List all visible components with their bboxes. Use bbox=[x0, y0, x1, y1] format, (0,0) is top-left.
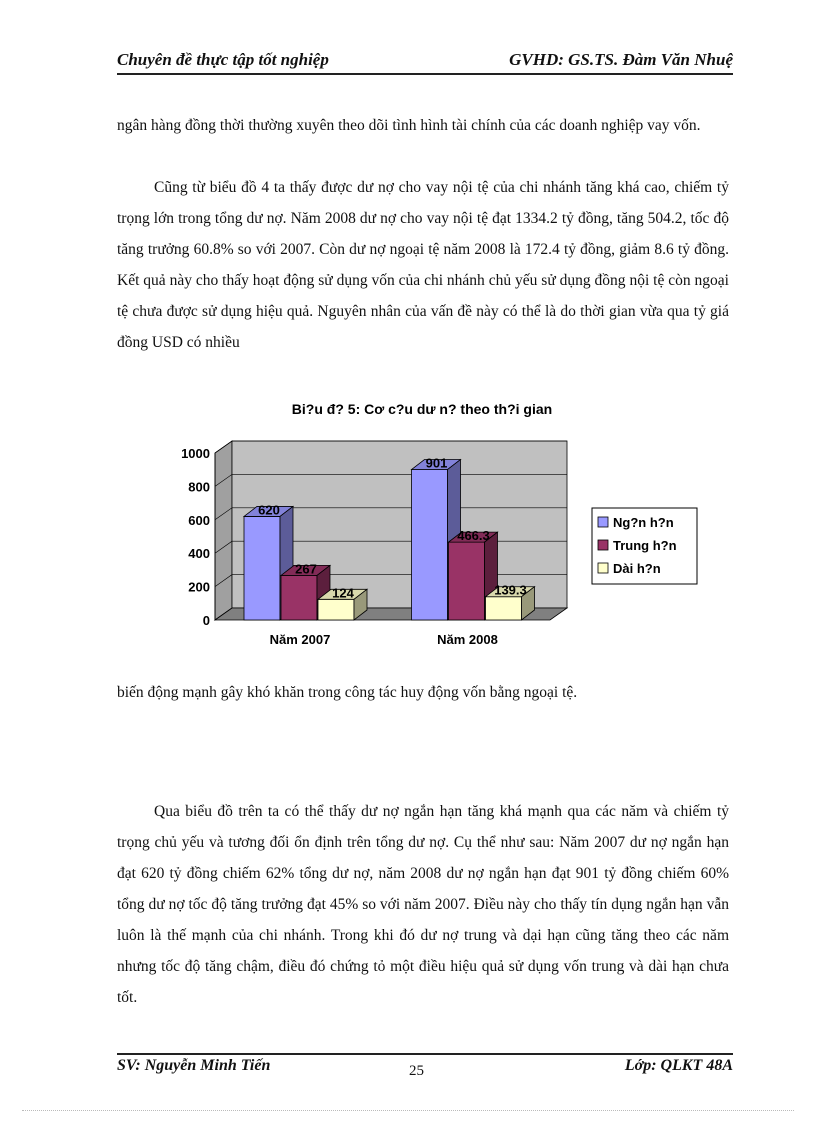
chart-legend-label: Dài h?n bbox=[613, 561, 661, 576]
chart-svg bbox=[160, 390, 720, 660]
header-title: Chuyên đề thực tập tốt nghiệp bbox=[117, 50, 329, 69]
paragraph-2: Cũng từ biểu đồ 4 ta thấy được dư nợ cho vay nội tệ của chi nhánh tăng khá cao, chiếm tỷ trọng lớn trong tổng dư nợ. Năm 2008 dư nợ cho vay nội tệ đạt 1334.2 tỷ đồng, tăng 504.2, tốc độ tăng trưởng 60.8% so với 2007. Còn dư nợ ngoại tệ năm 2008 là 172.4 tỷ đồng, giảm 8.6 tỷ đồng. Kết quả này cho thấy hoạt động sử dụng vốn của chi nhánh chủ yếu sử dụng đồng nội tệ còn ngoại tệ chưa được sử dụng hiệu quả. Nguyên nhân của vấn đề này có thể là do thời gian vừa qua tỷ giá đồng USD có nhiều bbox=[117, 179, 729, 351]
paragraph-4: Qua biểu đồ trên ta có thể thấy dư nợ ngắn hạn tăng khá mạnh qua các năm và chiếm tỷ trọng chủ yếu và tương đối ổn định trên tổng dư nợ. Cụ thể như sau: Năm 2007 dư nợ ngắn hạn đạt 620 tỷ đồng chiếm 62% tổng dư nợ, năm 2008 dư nợ ngắn hạn đạt 901 tỷ đồng chiếm 60% tổng dư nợ tốc độ tăng trưởng đạt 45% so với năm 2007. Điều này cho thấy tín dụng ngắn hạn vẫn luôn là thế mạnh của chi nhánh. Trong khi đó dư nợ trung và dại hạn cũng tăng theo các năm nhưng tốc độ tăng chậm, điều đó chứng tỏ một điều hiệu quả sử dụng vốn trung và dài hạn chưa tốt. bbox=[117, 803, 729, 1006]
paragraph-3: biến động mạnh gây khó khăn trong công tác huy động vốn bằng ngoại tệ. bbox=[117, 684, 578, 701]
chart-data-label: 901 bbox=[425, 455, 448, 471]
chart-bar bbox=[449, 542, 485, 620]
chart-legend-label: Trung h?n bbox=[613, 538, 677, 553]
chart-data-label: 139.3 bbox=[494, 582, 527, 598]
chart-legend-swatch bbox=[598, 540, 608, 550]
chart-bar bbox=[281, 575, 317, 620]
header-rule bbox=[117, 73, 733, 75]
chart-ytick-label: 0 bbox=[202, 613, 210, 628]
chart-data-label: 466.3 bbox=[457, 528, 490, 544]
chart-legend-label: Ng?n h?n bbox=[613, 515, 674, 530]
paragraph-1: ngân hàng đồng thời thường xuyên theo dõi tình hình tài chính của các doanh nghiệp vay vốn. bbox=[117, 117, 701, 134]
chart-bar bbox=[318, 599, 354, 620]
chart-ytick-label: 600 bbox=[188, 512, 210, 528]
chart-data-label: 620 bbox=[258, 502, 280, 518]
footer-rule bbox=[117, 1053, 733, 1055]
chart-legend-swatch bbox=[598, 563, 608, 573]
footer-class: Lớp: QLKT 48A bbox=[624, 1057, 733, 1074]
chart-bar bbox=[486, 597, 522, 620]
header-supervisor: GVHD: GS.TS. Đàm Văn Nhuệ bbox=[509, 50, 733, 69]
page-edge bbox=[22, 1110, 794, 1111]
chart-title: Bi?u đ? 5: Cơ c?u dư n? theo th?i gian bbox=[291, 401, 553, 417]
chart bbox=[160, 390, 720, 660]
chart-category-label: Năm 2008 bbox=[437, 632, 498, 647]
chart-side-wall bbox=[215, 441, 232, 620]
chart-data-label: 267 bbox=[295, 561, 317, 577]
chart-bar bbox=[412, 470, 448, 620]
chart-data-label: 124 bbox=[332, 585, 354, 601]
page-number: 25 bbox=[409, 1063, 424, 1079]
chart-ytick-label: 800 bbox=[188, 479, 210, 495]
chart-ytick-label: 200 bbox=[188, 579, 210, 595]
chart-ytick-label: 400 bbox=[188, 546, 210, 562]
page-header bbox=[117, 50, 733, 72]
page-footer bbox=[117, 1057, 733, 1087]
chart-ytick-label: 1000 bbox=[181, 446, 210, 461]
footer-student: SV: Nguyễn Minh Tiến bbox=[117, 1057, 271, 1074]
chart-legend-swatch bbox=[598, 517, 608, 527]
chart-bar bbox=[244, 516, 280, 620]
chart-category-label: Năm 2007 bbox=[269, 632, 331, 647]
